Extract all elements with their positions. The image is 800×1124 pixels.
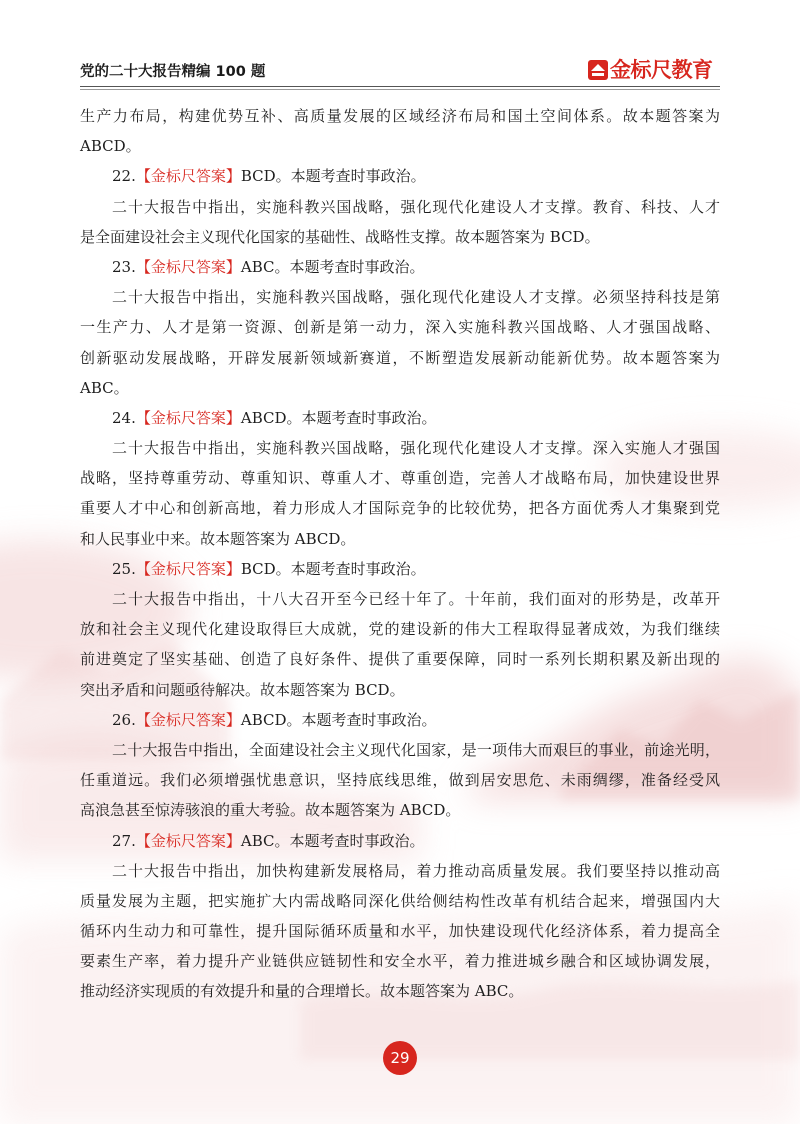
answer-summary: ABC。本题考查时事政治。 <box>240 831 425 850</box>
question-number: 24. <box>112 408 136 427</box>
answer-label: 【金标尺答案】 <box>135 257 241 276</box>
explanation-line: 循环内生动力和可靠性，提升国际循环质量和水平，加快建设现代化经济体系，着力提高全 <box>80 922 720 941</box>
answer-summary: ABCD。本题考查时事政治。 <box>240 408 437 427</box>
explanation-line: 二十大报告中指出，实施科教兴国战略，强化现代化建设人才支撑。教育、科技、人才 <box>112 197 720 216</box>
answer-label: 【金标尺答案】 <box>135 408 241 427</box>
ruler-logo-icon <box>588 60 608 80</box>
question-number: 22. <box>112 167 136 186</box>
header-divider-thin <box>80 89 720 90</box>
explanation-line: ABC。 <box>80 378 129 397</box>
paragraph-line: 生产力布局，构建优势互补、高质量发展的区域经济布局和国土空间体系。故本题答案为 <box>80 107 720 125</box>
explanation-line: 放和社会主义现代化建设取得巨大成就，党的建设新的伟大工程取得显著成效，为我们继续 <box>80 620 720 639</box>
paragraph-line: ABCD。 <box>80 137 141 156</box>
explanation-line: 一生产力、人才是第一资源、创新是第一动力，深入实施科教兴国战略、人才强国战略、 <box>80 318 720 337</box>
explanation-line: 高浪急甚至惊涛骇浪的重大考验。故本题答案为 ABCD。 <box>80 801 461 820</box>
answer-heading <box>80 826 720 856</box>
explanation-line: 推动经济实现质的有效提升和量的合理增长。故本题答案为 ABC。 <box>80 982 524 1001</box>
answer-label: 【金标尺答案】 <box>135 710 241 729</box>
answer-heading <box>80 554 720 584</box>
answer-heading <box>80 161 720 191</box>
explanation-line: 要素生产率，着力提升产业链供应链韧性和安全水平，着力推进城乡融合和区域协调发展， <box>80 952 720 971</box>
explanation-line: 突出矛盾和问题亟待解决。故本题答案为 BCD。 <box>80 680 405 699</box>
document-body <box>80 101 720 1007</box>
answer-label: 【金标尺答案】 <box>135 559 241 578</box>
question-number: 26. <box>112 710 136 729</box>
answer-heading <box>80 252 720 282</box>
explanation-line: 质量发展为主题，把实施扩大内需战略同深化供给侧结构性改革有机结合起来，增强国内大 <box>80 891 720 910</box>
explanation-line: 创新驱动发展战略，开辟发展新领域新赛道，不断塑造发展新动能新优势。故本题答案为 <box>80 348 720 367</box>
explanation-line: 和人民事业中来。故本题答案为 ABCD。 <box>80 529 356 548</box>
page-number: 29 <box>383 1041 417 1075</box>
explanation-line: 二十大报告中指出，实施科教兴国战略，强化现代化建设人才支撑。必须坚持科技是第 <box>112 288 720 307</box>
answer-summary: ABC。本题考查时事政治。 <box>240 257 425 276</box>
explanation-line: 任重道远。我们必须增强忧患意识，坚持底线思维，做到居安思危、未雨绸缪，准备经受风 <box>80 771 720 790</box>
answer-label: 【金标尺答案】 <box>135 831 241 850</box>
explanation-line: 二十大报告中指出，实施科教兴国战略，强化现代化建设人才支撑。深入实施人才强国 <box>112 439 720 458</box>
question-number: 23. <box>112 257 136 276</box>
document-title: 党的二十大报告精编 100 题 <box>80 64 266 80</box>
answer-heading <box>80 403 720 433</box>
explanation-line: 二十大报告中指出，加快构建新发展格局，着力推动高质量发展。我们要坚持以推动高 <box>112 861 720 880</box>
explanation-line: 是全面建设社会主义现代化国家的基础性、战略性支撑。故本题答案为 BCD。 <box>80 227 600 246</box>
answer-summary: BCD。本题考查时事政治。 <box>240 559 426 578</box>
explanation-line: 战略，坚持尊重劳动、尊重知识、尊重人才、尊重创造，完善人才战略布局，加快建设世界 <box>80 469 720 488</box>
logo-text: 金标尺教育 <box>610 58 713 82</box>
answer-summary: BCD。本题考查时事政治。 <box>240 167 426 186</box>
explanation-line: 重要人才中心和创新高地，着力形成人才国际竞争的比较优势，把各方面优秀人才集聚到党 <box>80 499 720 518</box>
explanation-line: 二十大报告中指出，十八大召开至今已经十年了。十年前，我们面对的形势是，改革开 <box>112 590 720 608</box>
explanation-line: 二十大报告中指出，全面建设社会主义现代化国家，是一项伟大而艰巨的事业，前途光明， <box>112 740 720 759</box>
header-divider <box>80 86 720 87</box>
question-number: 27. <box>112 831 136 850</box>
answer-label: 【金标尺答案】 <box>135 167 241 186</box>
answer-summary: ABCD。本题考查时事政治。 <box>240 710 437 729</box>
answer-heading <box>80 705 720 735</box>
question-number: 25. <box>112 559 136 578</box>
explanation-line: 前进奠定了坚实基础、创造了良好条件、提供了重要保障，同时一系列长期积累及新出现的 <box>80 650 720 669</box>
